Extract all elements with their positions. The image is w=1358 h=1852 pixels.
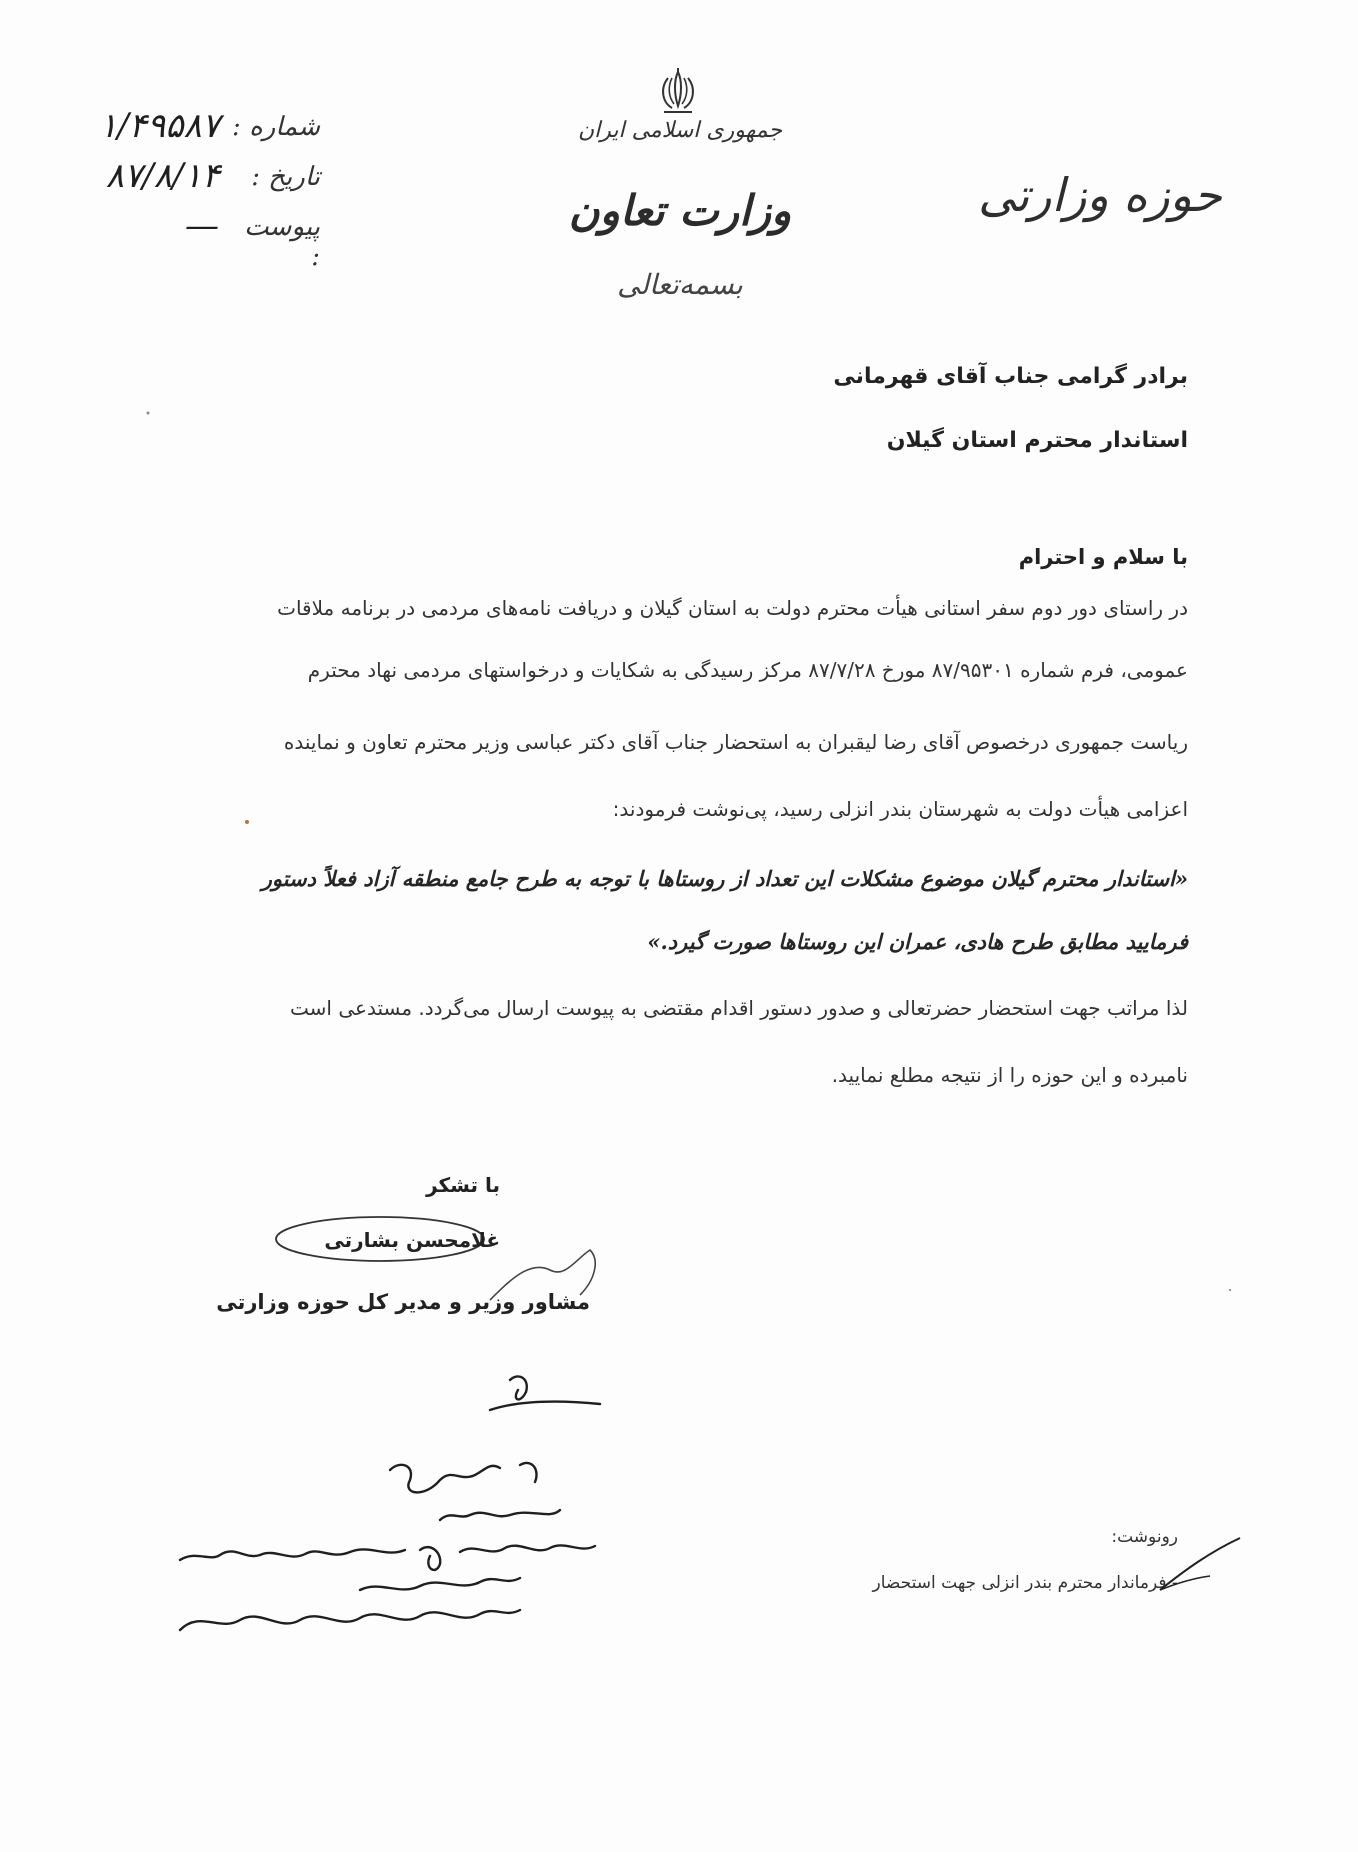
signature-thanks: با تشکر — [426, 1173, 500, 1197]
number-row — [70, 106, 320, 162]
cc-item: - فرماندار محترم بندر انزلی جهت استحضار — [872, 1573, 1178, 1593]
date-row — [70, 156, 320, 212]
office-name: حوزه وزارتی — [978, 168, 1222, 222]
attachment-row — [70, 206, 320, 272]
bismillah-heading: بسمه‌تعالی — [617, 268, 743, 301]
date-label: تاریخ : — [251, 162, 320, 192]
signatory-name: غلامحسن بشارتی — [324, 1228, 500, 1252]
cc-check-mark — [1155, 1530, 1245, 1600]
quote-line: فرمایید مطابق طرح هادی، عمران این روستاها صورت گیرد.» — [647, 929, 1188, 954]
number-value: ۱/۴۹۵۸۷ — [98, 106, 220, 146]
body-line: ریاست جمهوری درخصوص آقای رضا لیقبران به استحضار جناب آقای دکتر عباسی وزیر محترم تعاون و نماینده — [283, 730, 1188, 754]
iran-emblem-icon — [650, 66, 706, 116]
cc-label: رونوشت: — [1111, 1527, 1178, 1547]
attachment-value: — — [185, 206, 220, 246]
greeting: با سلام و احترام — [1018, 545, 1188, 569]
recipient-line-1: برادر گرامی جناب آقای قهرمانی — [833, 364, 1188, 389]
body-line: اعزامی هیأت دولت به شهرستان بندر انزلی رسید، پی‌نوشت فرمودند: — [612, 797, 1188, 821]
closing-line: نامبرده و این حوزه را از نتیجه مطلع نمایید. — [831, 1063, 1188, 1087]
quote-line: «استاندار محترم گیلان موضوع مشکلات این تعداد از روستاها با توجه به طرح جامع منطقه آزاد فعلاً دستور — [261, 866, 1188, 891]
closing-line: لذا مراتب جهت استحضار حضرتعالی و صدور دستور اقدام مقتضی به پیوست ارسال می‌گردد. مستدعی است — [290, 996, 1188, 1020]
number-label: شماره : — [232, 112, 320, 142]
letter-meta — [70, 106, 320, 272]
signatory-title: مشاور وزیر و مدیر کل حوزه وزارتی — [216, 1290, 590, 1314]
date-value: ۸۷/۸/۱۴ — [105, 156, 220, 196]
ministry-title: وزارت تعاون — [568, 186, 792, 235]
handwritten-annotation — [140, 1370, 660, 1700]
body-line: عمومی، فرم شماره ۸۷/۹۵۳۰۱ مورخ ۸۷/۷/۲۸ مرکز رسیدگی به شکایات و درخواستهای مردمی نهاد محترم — [307, 658, 1188, 682]
attachment-label: پیوست : — [244, 212, 320, 272]
republic-title: جمهوری اسلامی ایران — [577, 118, 783, 143]
recipient-line-2: استاندار محترم استان گیلان — [886, 428, 1188, 453]
body-line: در راستای دور دوم سفر استانی هیأت محترم دولت به استان گیلان و دریافت نامه‌های مردمی در برنامه ملاقات — [277, 596, 1188, 620]
